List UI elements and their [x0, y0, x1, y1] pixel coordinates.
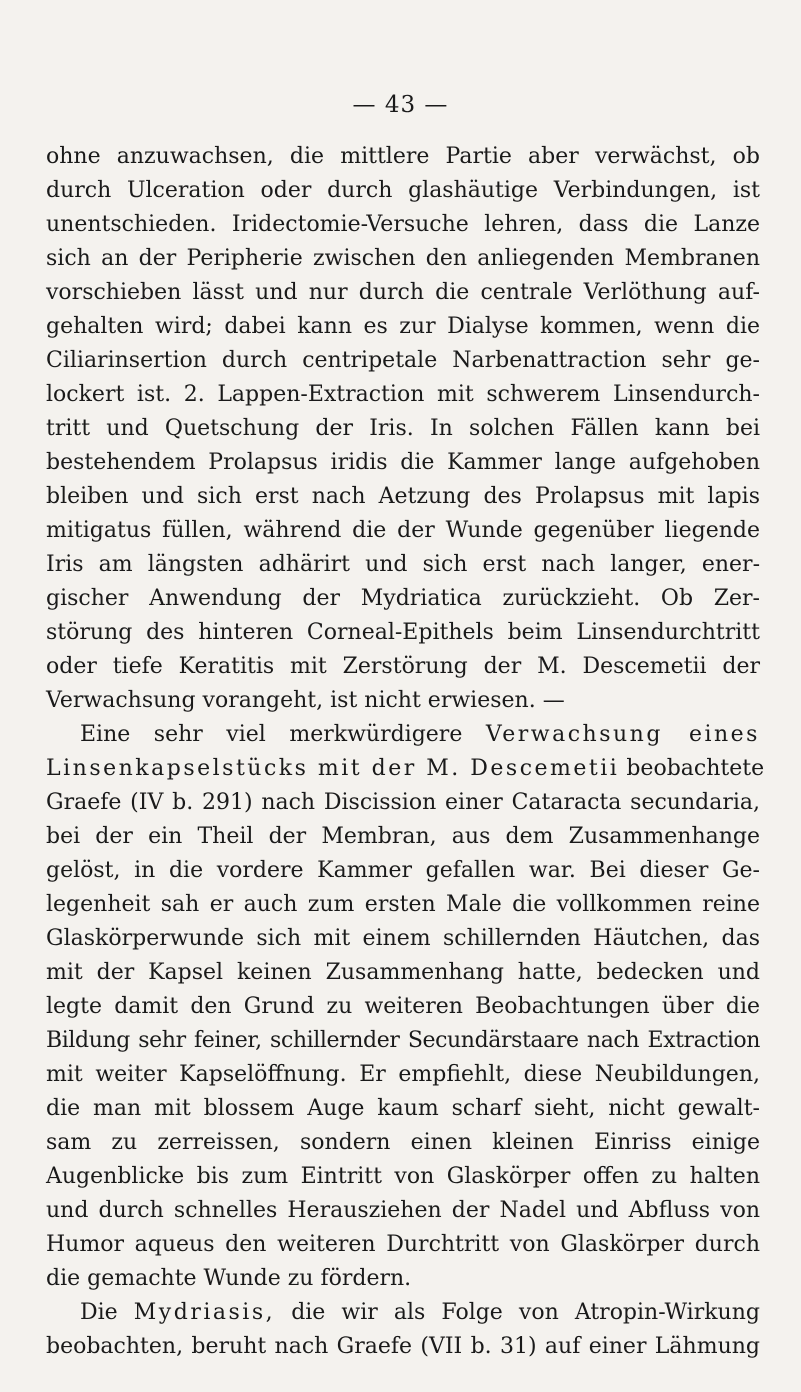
- text-line: bleiben und sich erst nach Aetzung des Prolapsus mit lapis: [46, 484, 760, 509]
- text-line: Humor aqueus den weiteren Durchtritt von Glaskörper durch: [46, 1232, 760, 1257]
- text-line: Bildung sehr feiner, schillernder Secundärstaare nach Extraction: [46, 1028, 760, 1053]
- text-line: die man mit blossem Auge kaum scharf sieht, nicht gewalt-: [46, 1096, 760, 1121]
- text-line: legenheit sah er auch zum ersten Male die vollkommen reine: [46, 892, 760, 917]
- paragraph-2: [46, 718, 765, 1296]
- text-line: beobachten, beruht nach Graefe (VII b. 31) auf einer Lähmung: [46, 1334, 760, 1359]
- text-line: bei der ein Theil der Membran, aus dem Zusammenhange: [46, 824, 760, 849]
- text-line: Verwachsung vorangeht, ist nicht erwiesen. —: [46, 688, 565, 713]
- text-line: [46, 718, 760, 752]
- text-line: mit weiter Kapselöffnung. Er empfiehlt, diese Neubildungen,: [46, 1062, 760, 1087]
- emphasized-term: Linsenkapselstücks mit der M. Descemetii: [46, 756, 620, 781]
- paragraph-1: [46, 140, 760, 718]
- text-line: Glaskörperwunde sich mit einem schillernden Häutchen, das: [46, 926, 760, 951]
- text-line: Iris am längsten adhärirt und sich erst nach langer, ener-: [46, 552, 760, 577]
- text-line: tritt und Quetschung der Iris. In solchen Fällen kann bei: [46, 416, 760, 441]
- text-line: bestehendem Prolapsus iridis die Kammer lange aufgehoben: [46, 450, 760, 475]
- text-line: mit der Kapsel keinen Zusammenhang hatte, bedecken und: [46, 960, 760, 985]
- text-line: vorschieben lässt und nur durch die centrale Verlöthung auf-: [46, 280, 760, 305]
- text-line: gelöst, in die vordere Kammer gefallen war. Bei dieser Ge-: [46, 858, 760, 883]
- text-run: Eine sehr viel merkwürdigere: [80, 722, 463, 747]
- text-line: unentschieden. Iridectomie-Versuche lehren, dass die Lanze: [46, 212, 760, 237]
- page-number: — 43 —: [352, 92, 449, 118]
- text-line: [46, 752, 765, 786]
- text-line: [46, 1296, 760, 1330]
- text-line: durch Ulceration oder durch glashäutige Verbindungen, ist: [46, 178, 760, 203]
- text-line: Graefe (IV b. 291) nach Discission einer Cataracta secundaria,: [46, 790, 760, 815]
- text-line: die gemachte Wunde zu fördern.: [46, 1266, 412, 1291]
- text-line: legte damit den Grund zu weiteren Beobachtungen über die: [46, 994, 760, 1019]
- emphasized-term: Mydriasis,: [133, 1300, 276, 1325]
- text-line: oder tiefe Keratitis mit Zerstörung der M. Descemetii der: [46, 654, 760, 679]
- text-line: sich an der Peripherie zwischen den anliegenden Membranen: [46, 246, 760, 271]
- text-line: gischer Anwendung der Mydriatica zurückzieht. Ob Zer-: [46, 586, 760, 611]
- text-line: Augenblicke bis zum Eintritt von Glaskörper offen zu halten: [46, 1164, 760, 1189]
- text-run: beobachtete: [626, 756, 765, 781]
- emphasized-term: Verwachsung eines: [485, 722, 760, 747]
- text-line: gehalten wird; dabei kann es zur Dialyse kommen, wenn die: [46, 314, 760, 339]
- text-line: und durch schnelles Herausziehen der Nadel und Abfluss von: [46, 1198, 760, 1223]
- text-line: mitigatus füllen, während die der Wunde gegenüber liegende: [46, 518, 760, 543]
- text-line: ohne anzuwachsen, die mittlere Partie aber verwächst, ob: [46, 144, 760, 169]
- text-line: störung des hinteren Corneal-Epithels beim Linsendurchtritt: [46, 620, 760, 645]
- text-run: Die: [80, 1300, 118, 1325]
- text-line: Ciliarinsertion durch centripetale Narbenattraction sehr ge-: [46, 348, 760, 373]
- text-line: sam zu zerreissen, sondern einen kleinen Einriss einige: [46, 1130, 760, 1155]
- paragraph-3: [46, 1296, 760, 1364]
- text-run: die wir als Folge von Atropin-Wirkung: [291, 1300, 760, 1325]
- text-line: lockert ist. 2. Lappen-Extraction mit schwerem Linsendurch-: [46, 382, 760, 407]
